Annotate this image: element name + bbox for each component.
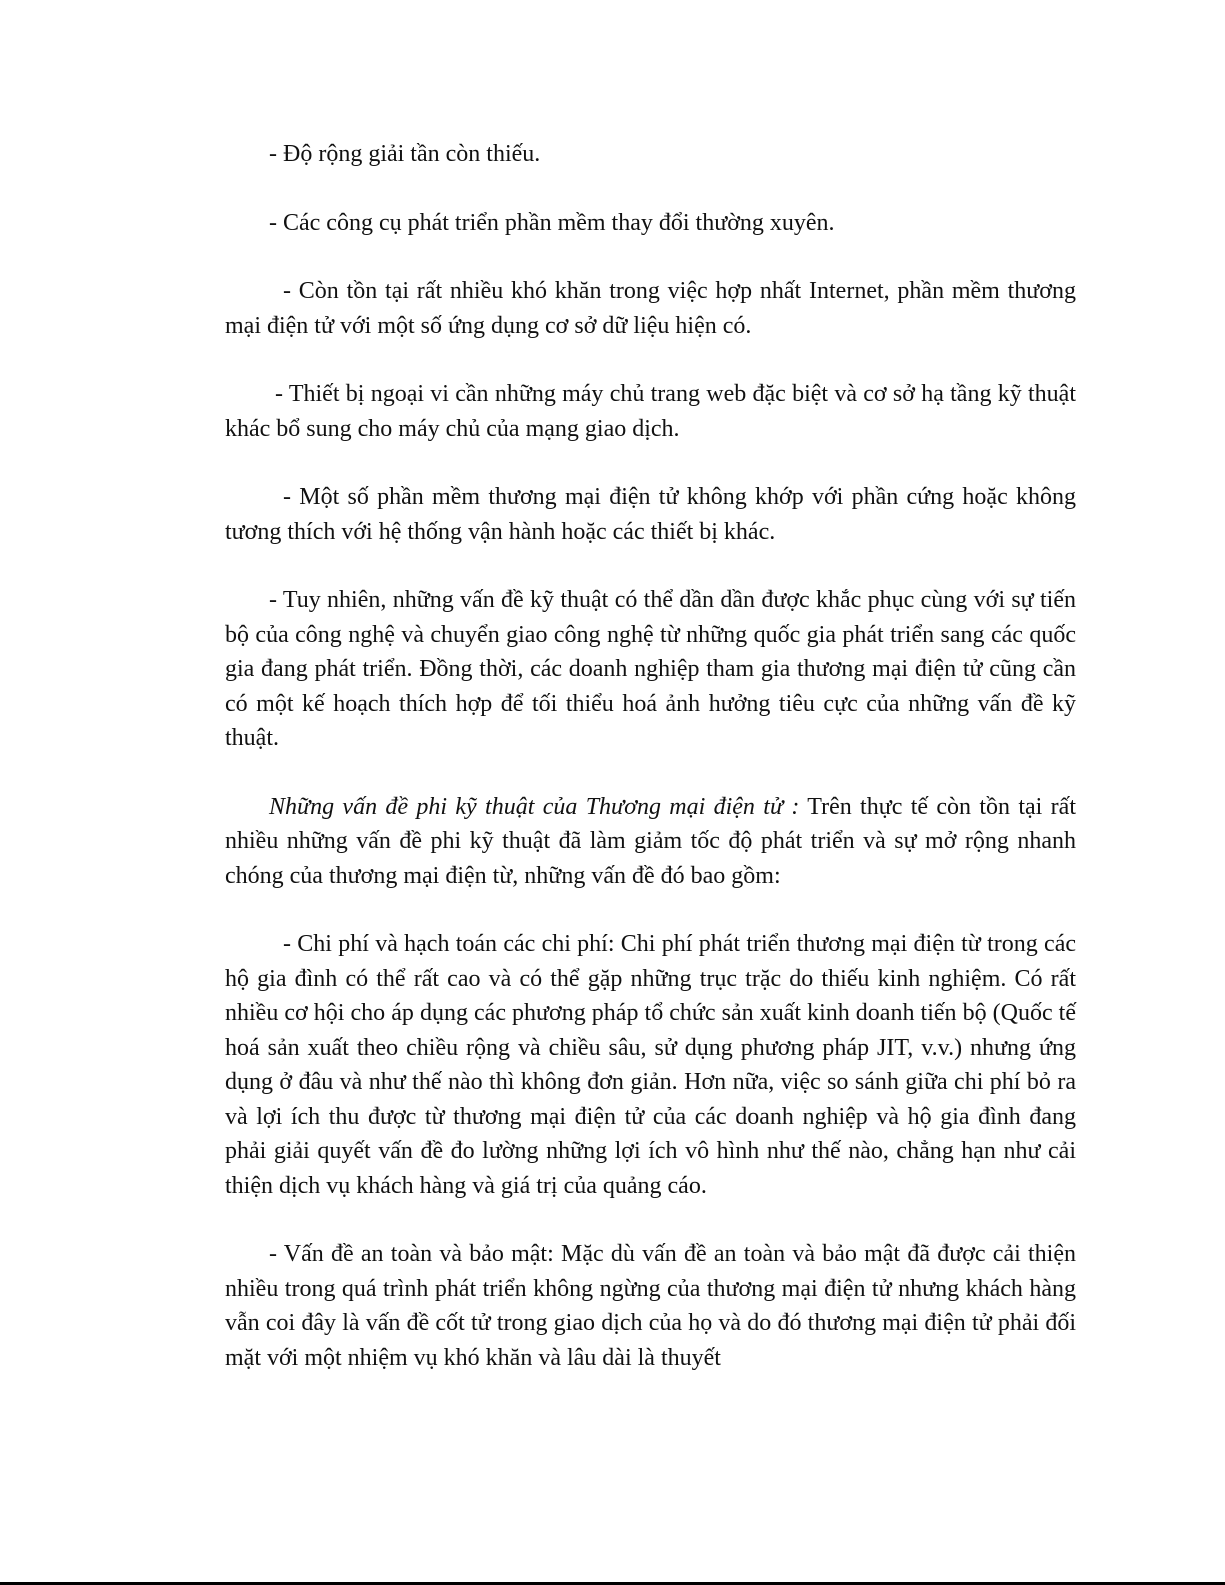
paragraph-bandwidth: - Độ rộng giải tần còn thiếu. bbox=[269, 141, 541, 167]
section-heading-italic: Những vấn đề phi kỹ thuật của Thương mại điện tử : bbox=[269, 793, 800, 820]
paragraph-integration: - Còn tồn tại rất nhiều khó khăn trong việc hợp nhất Internet, phần mềm thương mại điện tử với một số ứng dụng cơ sở dữ liệu hiện có. bbox=[225, 278, 1076, 339]
paragraph-compatibility: - Một số phần mềm thương mại điện tử không khớp với phần cứng hoặc không tương thích với hệ thống vận hành hoặc các thiết bị khác. bbox=[225, 484, 1076, 545]
paragraph-software-tools: - Các công cụ phát triển phần mềm thay đổi thường xuyên. bbox=[269, 209, 835, 236]
paragraph-non-technical bbox=[225, 790, 1076, 894]
paragraph-non-technical-body: Trên thực tế còn tồn tại rất nhiều những vấn đề phi kỹ thuật đã làm giảm tốc độ phát triển và sự mở rộng nhanh chóng của thương mại điện từ, những vấn đề đó bao gồm: bbox=[225, 793, 1076, 889]
document-page bbox=[225, 137, 1076, 1409]
paragraph-however: - Tuy nhiên, những vấn đề kỹ thuật có thể dần dần được khắc phục cùng với sự tiến bộ của công nghệ và chuyển giao công nghệ từ những quốc gia phát triển sang các quốc gia đang phát triển. Đồng thời, các doanh nghiệp tham gia thương mại điện tử cũng cần có một kế hoạch thích hợp để tối thiểu hoá ảnh hưởng tiêu cực của những vấn đề kỹ thuật. bbox=[225, 587, 1076, 751]
paragraph-peripherals: - Thiết bị ngoại vi cần những máy chủ trang web đặc biệt và cơ sở hạ tầng kỹ thuật khác bổ sung cho máy chủ của mạng giao dịch. bbox=[225, 381, 1076, 442]
paragraph-costs: - Chi phí và hạch toán các chi phí: Chi phí phát triển thương mại điện từ trong các hộ gia đình có thể rất cao và có thể gặp những trục trặc do thiếu kinh nghiệm. Có rất nhiều cơ hội cho áp dụng các phương pháp tổ chức sản xuất kinh doanh tiến bộ (Quốc tế hoá sản xuất theo chiều rộng và chiều sâu, sử dụng phương pháp JIT, v.v.) nhưng ứng dụng ở đâu và như thế nào thì không đơn giản. Hơn nữa, việc so sánh giữa chi phí bỏ ra và lợi ích thu được từ thương mại điện tử của các doanh nghiệp và hộ gia đình đang phải giải quyết vấn đề đo lường những lợi ích vô hình như thế nào, chẳng hạn như cải thiện dịch vụ khách hàng và giá trị của quảng cáo. bbox=[225, 931, 1076, 1199]
paragraph-security: - Vấn đề an toàn và bảo mật: Mặc dù vấn đề an toàn và bảo mật đã được cải thiện nhiều trong quá trình phát triển không ngừng của thương mại điện tử nhưng khách hàng vẫn coi đây là vấn đề cốt tử trong giao dịch của họ và do đó thương mại điện tử phải đối mặt với một nhiệm vụ khó khăn và lâu dài là thuyết bbox=[225, 1241, 1076, 1371]
